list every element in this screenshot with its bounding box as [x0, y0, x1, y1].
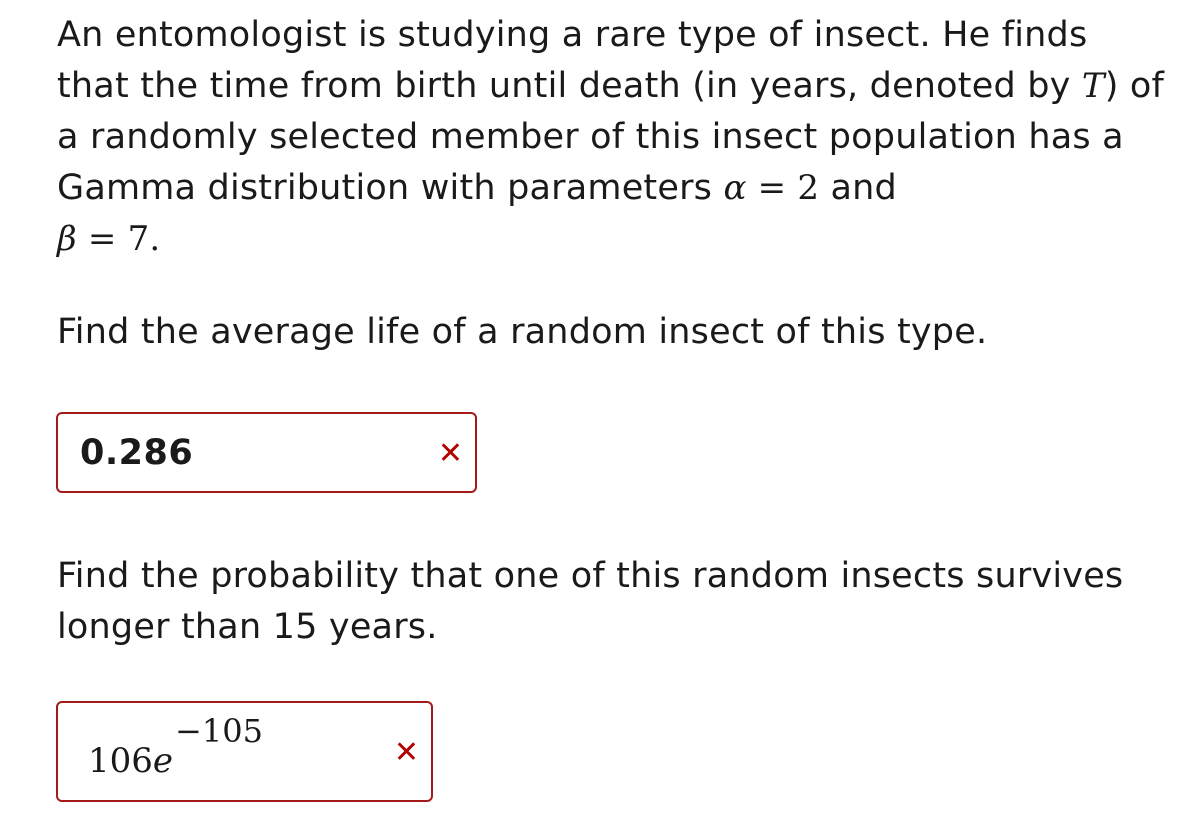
question-2-text: Find the probability that one of this random insects survives longer than 15 years.: [57, 556, 1124, 647]
question-1-text: Find the average life of a random insect of this type.: [57, 312, 988, 352]
answer-2-exponent: −105: [175, 712, 263, 750]
answer-1-value: 0.286: [80, 433, 194, 473]
beta-value: = 7.: [76, 219, 161, 259]
answer-2-e: e: [152, 741, 174, 781]
incorrect-x-icon: ✕: [437, 436, 463, 471]
answer-1-field[interactable]: [56, 412, 477, 493]
alpha-value: = 2: [746, 168, 820, 208]
answer-2-field[interactable]: [56, 701, 433, 802]
intro-text-1: An entomologist is studying a rare type of insect. He finds that the time from birth until death (in years, denoted by: [57, 15, 1088, 106]
intro-text-2: ) of a randomly selected member of this insect population has a Gamma distribution with parameters: [57, 66, 1165, 208]
alpha-symbol: α: [723, 168, 747, 208]
answer-2-base: 106: [88, 741, 153, 781]
variable-T: T: [1081, 66, 1105, 106]
incorrect-x-icon: ✕: [393, 735, 419, 770]
problem-statement: [57, 10, 1167, 265]
and-word: and: [819, 168, 897, 208]
beta-symbol: β: [57, 219, 77, 259]
answer-2-value: [88, 712, 263, 781]
